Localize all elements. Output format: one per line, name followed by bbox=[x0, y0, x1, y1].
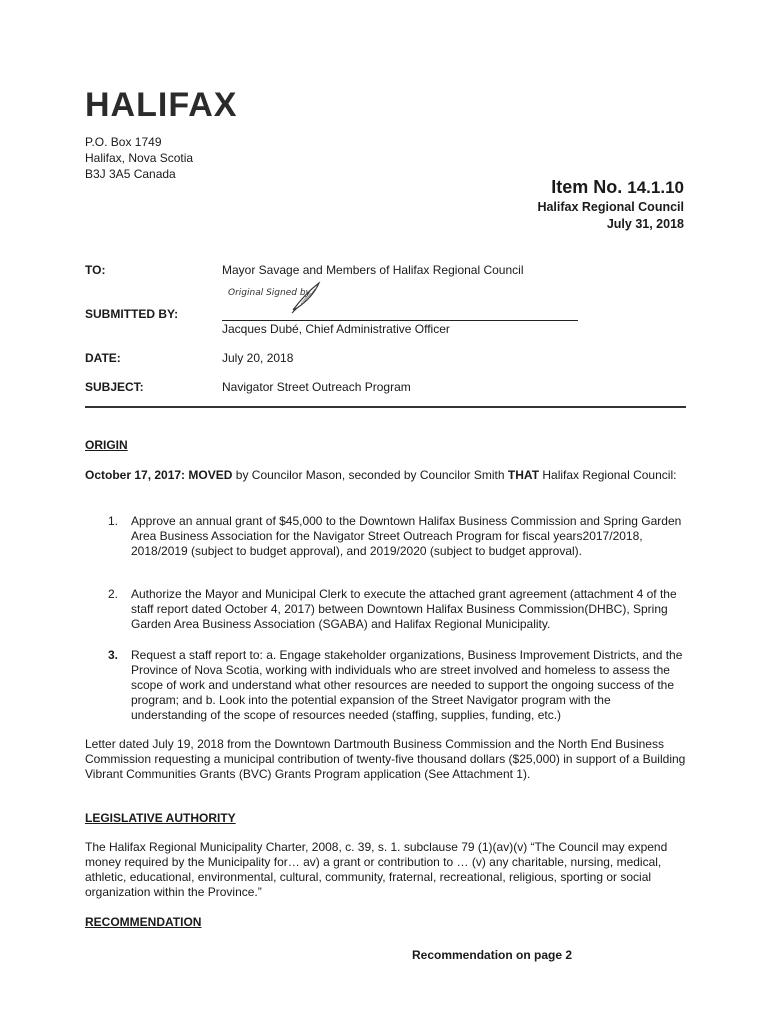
to-value: Mayor Savage and Members of Halifax Regional Council bbox=[222, 263, 524, 277]
item-prefix: Item No. bbox=[551, 177, 623, 197]
list-item-number: 3. bbox=[108, 648, 119, 662]
list-item-number: 1. bbox=[108, 514, 119, 528]
meeting-date: July 31, 2018 bbox=[606, 217, 684, 231]
halifax-logo: HALIFAX bbox=[85, 86, 238, 124]
legislative-heading-text: LEGISLATIVE AUTHORITY bbox=[85, 811, 236, 825]
item-block bbox=[537, 176, 684, 233]
item-number-value: 14.1.10 bbox=[627, 178, 684, 197]
header-divider bbox=[85, 406, 686, 408]
recommendation-note: Recommendation on page 2 bbox=[412, 948, 573, 962]
address-line: Halifax, Nova Scotia bbox=[85, 151, 194, 165]
origin-heading-text: ORIGIN bbox=[85, 438, 128, 452]
mailing-address bbox=[85, 134, 193, 182]
motion-end: Halifax Regional Council: bbox=[542, 468, 677, 482]
signature-line bbox=[222, 320, 578, 321]
motion-date: October 17, 2017: bbox=[85, 468, 186, 482]
signature-text: Original Signed by bbox=[228, 288, 311, 298]
recommendation-heading bbox=[85, 915, 686, 930]
item-number bbox=[537, 176, 684, 199]
letter-paragraph: Letter dated July 19, 2018 from the Downtown Dartmouth Business Commission and the North End Business Commission requesting a municipal contribution of twenty-five thousand dollars ($25,000) in support of a Building Vibrant Communities Grants (BVC) Grants Program application (See Attachment 1). bbox=[85, 737, 686, 781]
list-item-text: Request a staff report to: a. Engage stakeholder organizations, Business Improvement Districts, and the Province of Nova Scotia, working with individuals who are street involved and homeless to assess the scope of work and understand what other resources are needed to support the ongoing success of the program; and b. Look into the potential expansion of the Street Navigator program with the understanding of the scope of resources needed (staffing, supplies, funding, etc.) bbox=[131, 648, 683, 722]
submitted-label: SUBMITTED BY: bbox=[85, 307, 179, 321]
date-label: DATE: bbox=[85, 351, 121, 365]
list-item-text: Approve an annual grant of $45,000 to the Downtown Halifax Business Commission and Spring Garden Area Business Association for the Navigator Street Outreach Program for fiscal years2017/2018, 2018/2019 (subject to budget approval), and 2019/2020 (subject to budget approval). bbox=[131, 514, 682, 558]
address-line: B3J 3A5 Canada bbox=[85, 167, 176, 181]
motion-that: THAT bbox=[507, 468, 540, 482]
date-value: July 20, 2018 bbox=[222, 351, 294, 365]
recommendation-heading-text: RECOMMENDATION bbox=[85, 915, 202, 929]
subject-label: SUBJECT: bbox=[85, 380, 144, 394]
legislative-paragraph: The Halifax Regional Municipality Charter, 2008, c. 39, s. 1. subclause 79 (1)(av)(v) “The Council may expend money required by the Municipality for… av) a grant or contribution to … (v) any charitable, nursing, medical, athletic, educational, environmental, cultural, community, fraternal, recreational, religious, sporting or social organization within the Province.” bbox=[85, 840, 668, 899]
motion-mid: by Councilor Mason, seconded by Councilor Smith bbox=[235, 468, 505, 482]
address-line: P.O. Box 1749 bbox=[85, 135, 162, 149]
to-label: TO: bbox=[85, 263, 106, 277]
list-item-text: Authorize the Mayor and Municipal Clerk to execute the attached grant agreement (attachment 4 of the staff report dated October 4, 2017) between Downtown Halifax Business Commission(DHBC), Spring Garden Area Business Association (SGABA) and Halifax Regional Municipality. bbox=[131, 587, 677, 631]
submitted-value: Jacques Dubé, Chief Administrative Officer bbox=[222, 322, 450, 336]
council-name: Halifax Regional Council bbox=[537, 200, 684, 214]
origin-heading bbox=[85, 438, 686, 453]
subject-value: Navigator Street Outreach Program bbox=[222, 380, 411, 394]
quill-signature-icon bbox=[289, 280, 323, 314]
list-item-number: 2. bbox=[108, 587, 119, 601]
legislative-heading bbox=[85, 811, 686, 826]
motion-paragraph bbox=[85, 468, 686, 483]
motion-moved: MOVED bbox=[188, 468, 233, 482]
